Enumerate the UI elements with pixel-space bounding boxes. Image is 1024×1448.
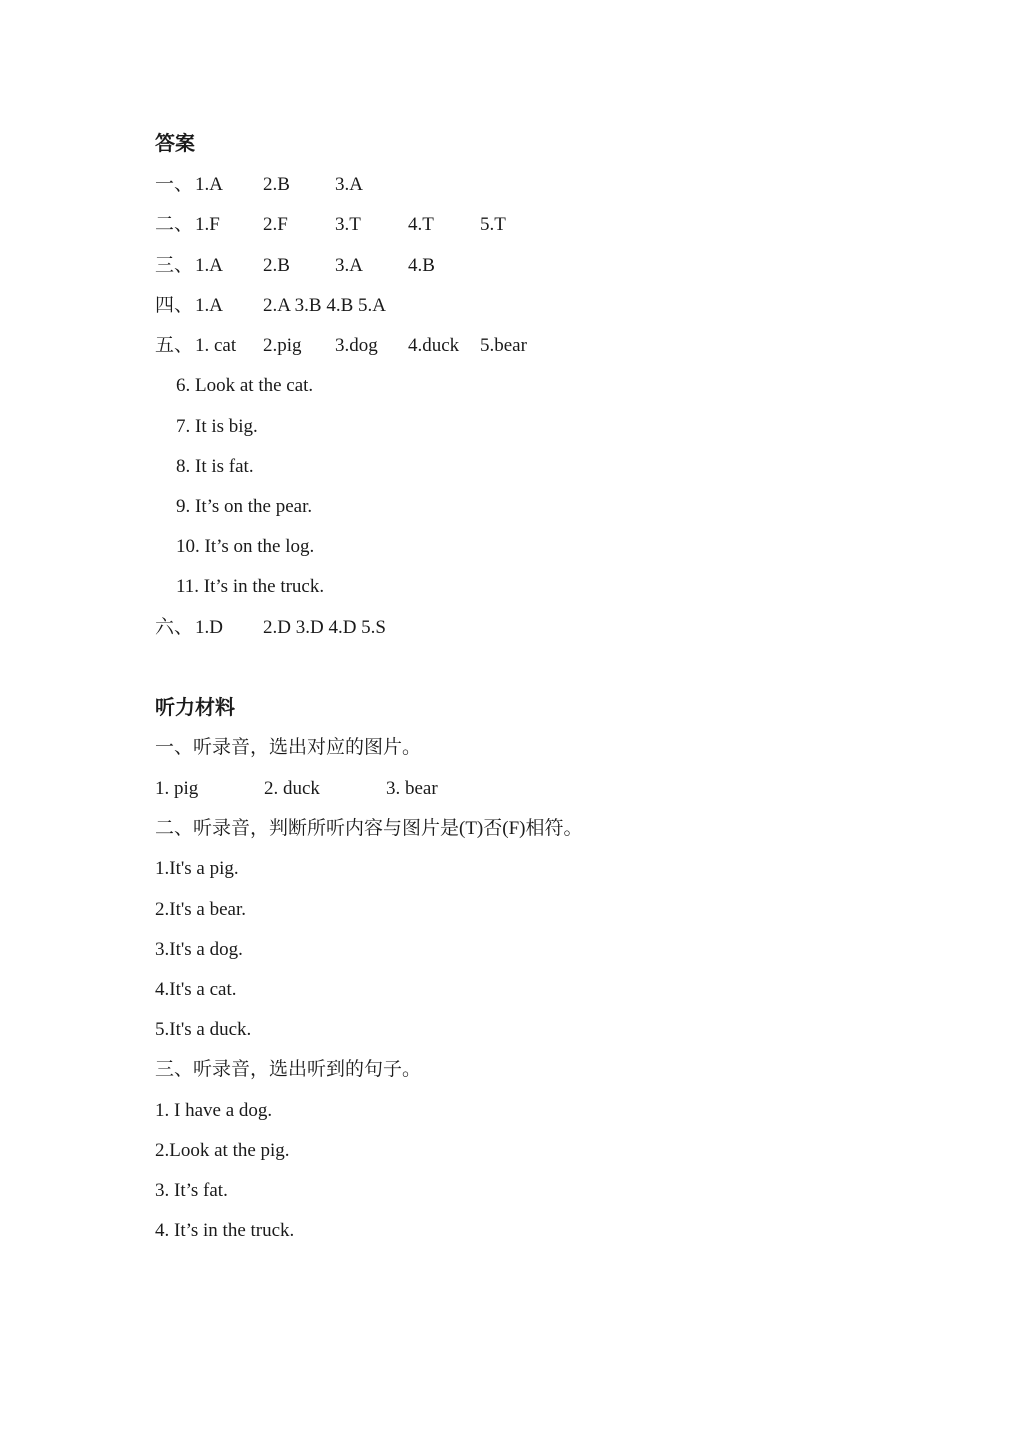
listening-item: 3. bear bbox=[386, 778, 438, 799]
answer-item: 4.B bbox=[408, 255, 435, 276]
answer-item: 4.T bbox=[408, 214, 434, 235]
answer-row-3 bbox=[155, 254, 755, 278]
answer-item: 2.D 3.D 4.D 5.S bbox=[263, 617, 386, 638]
listening-item: 3. It’s fat. bbox=[155, 1180, 228, 1201]
listening-part3-instruction: 三、听录音，选出听到的句子。 bbox=[155, 1059, 422, 1080]
answer-row-6-prefix: 六、 bbox=[155, 617, 194, 638]
listening-item: 5.It's a duck. bbox=[155, 1019, 252, 1040]
answer-item: 3.dog bbox=[335, 335, 378, 356]
answer-item: 1.A bbox=[195, 174, 223, 195]
listening-item: 3.It's a dog. bbox=[155, 939, 243, 960]
listening-item: 1. pig bbox=[155, 778, 199, 799]
answer-row-6 bbox=[155, 616, 755, 640]
answer-sentence: 8. It is fat. bbox=[176, 456, 254, 477]
listening-item: 4.It's a cat. bbox=[155, 979, 237, 1000]
answer-sentence: 10. It’s on the log. bbox=[176, 536, 315, 557]
answer-row-4 bbox=[155, 294, 755, 318]
answer-item: 1.F bbox=[195, 214, 220, 235]
listening-item: 2.Look at the pig. bbox=[155, 1140, 290, 1161]
answer-row-1 bbox=[155, 173, 755, 197]
answer-item: 1.A bbox=[195, 255, 223, 276]
answer-row-5 bbox=[155, 334, 755, 358]
answer-item: 3.T bbox=[335, 214, 361, 235]
answer-item: 5.bear bbox=[480, 335, 527, 356]
answer-row-2-prefix: 二、 bbox=[155, 214, 194, 235]
listening-item: 1.It's a pig. bbox=[155, 858, 239, 879]
answer-item: 1.D bbox=[195, 617, 223, 638]
answer-item: 1.A bbox=[195, 295, 223, 316]
answer-item: 2.pig bbox=[263, 335, 302, 356]
listening-item: 4. It’s in the truck. bbox=[155, 1220, 295, 1241]
listening-heading: 听力材料 bbox=[155, 697, 235, 719]
answer-item: 3.A bbox=[335, 255, 363, 276]
answer-item: 2.B bbox=[263, 174, 290, 195]
answer-row-4-prefix: 四、 bbox=[155, 295, 194, 316]
answer-row-5-prefix: 五、 bbox=[155, 335, 194, 356]
answer-item: 5.T bbox=[480, 214, 506, 235]
answer-sentence: 11. It’s in the truck. bbox=[176, 576, 325, 597]
listening-part1-items bbox=[155, 777, 755, 801]
answer-item: 4.duck bbox=[408, 335, 460, 356]
answer-item: 2.A 3.B 4.B 5.A bbox=[263, 295, 386, 316]
answer-row-3-prefix: 三、 bbox=[155, 255, 194, 276]
listening-part1-instruction: 一、听录音，选出对应的图片。 bbox=[155, 737, 422, 758]
listening-part2-instruction: 二、听录音，判断所听内容与图片是(T)否(F)相符。 bbox=[155, 818, 583, 839]
answer-sentence: 6. Look at the cat. bbox=[176, 375, 314, 396]
listening-item: 1. I have a dog. bbox=[155, 1100, 273, 1121]
listening-item: 2.It's a bear. bbox=[155, 899, 247, 920]
answer-row-1-prefix: 一、 bbox=[155, 174, 194, 195]
answer-item: 2.F bbox=[263, 214, 288, 235]
answer-sentence: 9. It’s on the pear. bbox=[176, 496, 313, 517]
answer-sentence: 7. It is big. bbox=[176, 416, 258, 437]
listening-item: 2. duck bbox=[264, 778, 320, 799]
answer-item: 2.B bbox=[263, 255, 290, 276]
answer-item: 1. cat bbox=[195, 335, 237, 356]
answer-item: 3.A bbox=[335, 174, 363, 195]
answers-heading: 答案 bbox=[155, 133, 195, 155]
answer-row-2 bbox=[155, 213, 755, 237]
